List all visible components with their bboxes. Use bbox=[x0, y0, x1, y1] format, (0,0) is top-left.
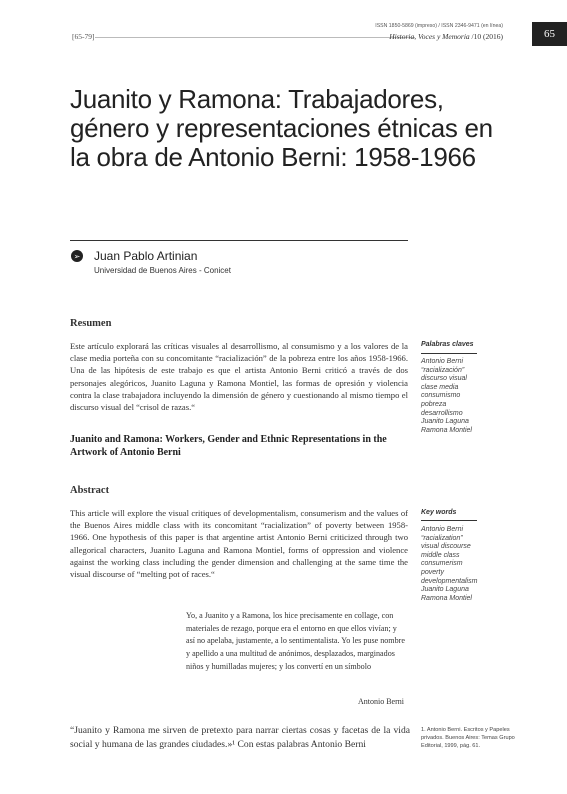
keyword-item: clase media bbox=[421, 383, 459, 391]
keyword-item: Juanito Laguna bbox=[421, 586, 469, 594]
keyword-item: visual discourse bbox=[421, 543, 471, 551]
body-paragraph: “Juanito y Ramona me sirven de pretexto para narrar ciertas cosas y facetas de la vida social y humana de las grandes ciudades.»¹ Con estas palabras Antonio Berni bbox=[70, 725, 410, 750]
resumen-heading: Resumen bbox=[70, 318, 112, 329]
keyword-item: middle class bbox=[421, 551, 460, 559]
english-title: Juanito and Ramona: Workers, Gender and Ethnic Representations in the Artwork of Antonio Berni bbox=[70, 434, 387, 458]
key-words-list bbox=[421, 526, 477, 603]
keyword-item: consumerism bbox=[421, 560, 463, 568]
page-number-box bbox=[532, 22, 567, 46]
issn-line: ISSN 1850-5869 (impreso) / ISSN 2346-9471 (en línea) bbox=[375, 23, 503, 29]
keyword-item: desarrollismo bbox=[421, 409, 463, 417]
keyword-item: Antonio Berni bbox=[421, 358, 464, 365]
article-title: Juanito y Ramona: Trabajadores, género y representaciones étnicas en la obra de Antonio Berni: 1958-1966 bbox=[70, 84, 493, 172]
epigraph-quote: Yo, a Juanito y a Ramona, los hice precisamente en collage, con materiales de rezago, porque era el entorno en que ellos vivían; y así no apelaba, justamente, a lo sentimentalista. Yo les puse nombre y apellido a una multitud de anónimos, desplazados, marginados niños y humilladas mujeres; y los convertí en un símbolo bbox=[186, 611, 405, 671]
keyword-item: consumismo bbox=[421, 392, 461, 400]
keyword-item: “racialización” bbox=[421, 366, 465, 374]
keyword-item: Ramona Montiel bbox=[421, 594, 472, 602]
header-rule bbox=[95, 37, 415, 38]
orcid-icon: ➢ bbox=[71, 250, 83, 262]
keyword-item: developmentalism bbox=[421, 577, 478, 585]
page-number: 65 bbox=[544, 28, 555, 40]
keyword-item: pobreza bbox=[421, 400, 447, 408]
palabras-claves-heading: Palabras claves bbox=[421, 341, 474, 348]
keyword-item: “racialization” bbox=[421, 534, 463, 542]
key-words-rule bbox=[421, 520, 477, 521]
keyword-item: Ramona Montiel bbox=[421, 426, 472, 434]
keyword-item: poverty bbox=[421, 568, 444, 576]
author-name: Juan Pablo Artinian bbox=[94, 249, 198, 263]
journal-line bbox=[389, 32, 503, 41]
palabras-claves-list bbox=[421, 358, 472, 435]
footnote: 1. Antonio Berni. Escritos y Papeles privados. Buenos Aires: Temas Grupo Editorial, 1999, pág. 61. bbox=[421, 727, 515, 749]
palabras-claves-rule bbox=[421, 353, 477, 354]
keyword-item: discurso visual bbox=[421, 375, 467, 383]
page-range: [65-79] bbox=[72, 32, 95, 41]
keyword-item: Antonio Berni bbox=[421, 526, 464, 533]
keyword-item: Juanito Laguna bbox=[421, 418, 469, 426]
abstract-heading: Abstract bbox=[70, 485, 110, 496]
journal-issue: /10 (2016) bbox=[471, 32, 503, 41]
quote-attribution: Antonio Berni bbox=[358, 697, 404, 706]
abstract-text: This article will explore the visual critiques of developmentalism, consumerism and the values of the Buenos Aires middle class with its concomitant “racialization” of poverty between 1958-1966. One hypothesis of this paper is that argentine artist Antonio Berni criticized through two allegorical characters, Juanito Laguna and Ramona Montiel, forms of oppression and violence against the working class including the gender dimension and challenging at the same time the visual discourse of “melting pot of races.“ bbox=[70, 508, 408, 580]
key-words-heading: Key words bbox=[421, 509, 457, 516]
journal-name: Historia, Voces y Memoria bbox=[389, 32, 470, 41]
author-rule bbox=[70, 240, 408, 241]
author-affiliation: Universidad de Buenos Aires - Conicet bbox=[94, 266, 231, 275]
resumen-text: Este artículo explorará las críticas visuales al desarrollismo, al consumismo y a los valores de la clase media porteña con su concomitante “racialización” de la pobreza entre los años 1958-1966. Una de las hipótesis de este trabajo es que el artista Antonio Berni criticó a través de dos personajes alegóricos, Juanito Laguna y Ramona Montiel, las formas de opresión y violencia contra la clase trabajadora incluyendo la dimensión de género y cuestionando al mismo tiempo el discurso visual del “crisol de razas.“ bbox=[70, 341, 408, 413]
